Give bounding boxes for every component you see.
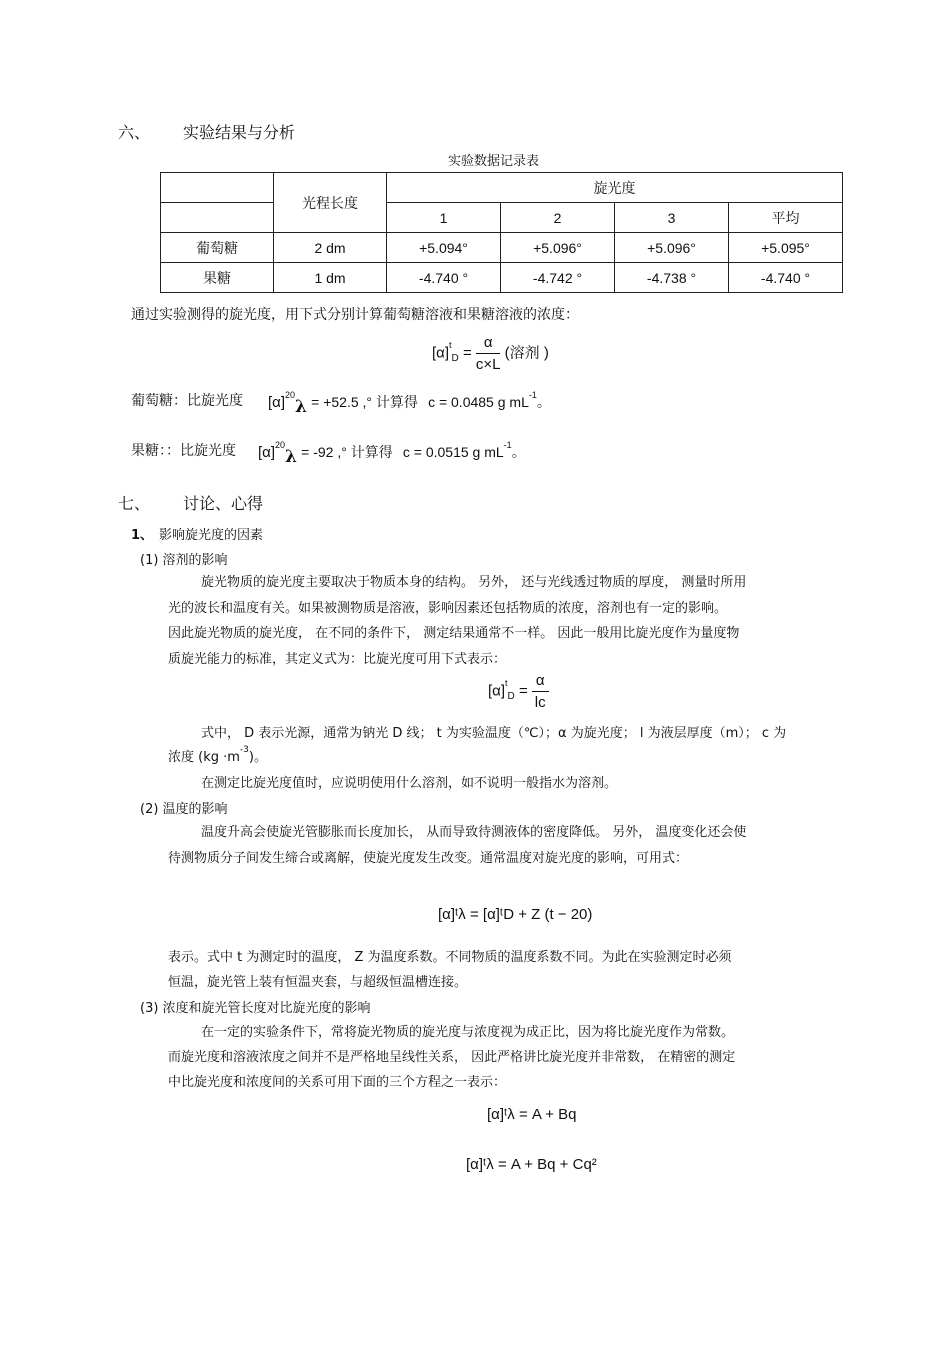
section-7-title: 讨论、心得 [183, 494, 264, 513]
row-path: 2 dm [274, 233, 387, 263]
row-value-2: -4.742 ° [501, 263, 615, 293]
row-value-1: -4.740 ° [387, 263, 501, 293]
item-3-paragraph: 中比旋光度和浓度间的关系可用下面的三个方程之一表示： [168, 1075, 507, 1090]
section-7-number: 七、 [118, 494, 151, 513]
eq-denominator: c×L [475, 356, 501, 373]
item-3-title: (3) 浓度和旋光管长度对比旋光度的影响 [140, 1001, 371, 1016]
density-close: )。 [248, 750, 267, 765]
glucose-symbol: [α] [268, 394, 286, 411]
glucose-label: 葡萄糖：比旋光度 [131, 393, 243, 409]
lambda-symbol: λ [295, 397, 307, 417]
item-2-paragraph: 待测物质分子间发生缔合或离解，使旋光度发生改变。通常温度对旋光度的影响，可用式： [168, 851, 689, 866]
eq-sup: t [505, 678, 508, 689]
glucose-exponent: -1 [528, 390, 537, 400]
table-caption: 实验数据记录表 [448, 154, 540, 169]
eq-sub: D [451, 353, 459, 365]
subsection-1-title: 影响旋光度的因素 [159, 528, 264, 543]
item-1-paragraph [168, 746, 267, 765]
row-name: 果糖 [161, 263, 274, 293]
item-3-paragraph: 在一定的实验条件下，常将旋光物质的旋光度与浓度视为成正比，因为将比旋光度作为常数。 [201, 1025, 735, 1040]
fructose-calculation [258, 440, 526, 467]
table-blank-cell [161, 203, 274, 233]
eq-lhs: [α] [488, 682, 506, 700]
glucose-temp: 20 [285, 390, 296, 400]
concentration-equation-2: [α]ᵗλ = A + Bq + Cq² [466, 1156, 597, 1173]
fructose-period: 。 [511, 444, 526, 460]
item-2-paragraph: 温度升高会使旋光管膨胀而长度加长， 从而导致待测液体的密度降低。 另外， 温度变化还会使 [201, 825, 747, 840]
row-path: 1 dm [274, 263, 387, 293]
item-1-title: (1) 溶剂的影响 [140, 553, 228, 568]
fructose-temp: 20 [275, 440, 286, 450]
eq-numerator: α [532, 672, 549, 692]
table-corner-cell [161, 173, 274, 203]
eq-equals: = [462, 344, 472, 362]
fructose-label: 果糖：：比旋光度 [131, 443, 236, 459]
row-value-2: +5.096° [501, 233, 615, 263]
eq-denominator: lc [534, 694, 546, 711]
eq-sup: t [449, 340, 452, 351]
table-row [161, 263, 843, 293]
definition-equation [488, 672, 549, 711]
col-header-1: 1 [387, 203, 501, 233]
table-header-row [161, 173, 843, 203]
concentration-equation-1: [α]ᵗλ = A + Bq [487, 1106, 577, 1123]
lambda-symbol: λ [285, 447, 297, 467]
fructose-concentration: c = 0.0515 g mL [402, 444, 504, 460]
eq-fraction [532, 672, 549, 711]
fructose-exponent: -1 [503, 440, 512, 450]
fructose-value: = -92 ,° 计算得 [301, 444, 393, 460]
data-table [160, 172, 843, 293]
item-1-paragraph: 在测定比旋光度值时，应说明使用什么溶剂，如不说明一般指水为溶剂。 [201, 776, 618, 791]
intro-text: 通过实验测得的旋光度，用下式分别计算葡萄糖溶液和果糖溶液的浓度： [131, 307, 579, 323]
header-rotation: 旋光度 [387, 173, 843, 203]
row-average: -4.740 ° [729, 263, 843, 293]
fructose-symbol: [α] [258, 444, 276, 461]
eq-equals: = [518, 682, 528, 700]
glucose-calculation [268, 390, 551, 417]
item-1-paragraph: 式中， D 表示光源，通常为钠光 D 线； t 为实验温度（℃）；α 为旋光度； l 为液层厚度（m）； c 为 [201, 726, 787, 741]
density-unit: 浓度 (kg ·m [168, 750, 240, 765]
table-row [161, 233, 843, 263]
item-2-title: (2) 温度的影响 [140, 802, 228, 817]
row-average: +5.095° [729, 233, 843, 263]
item-1-paragraph: 光的波长和温度有关。如果被测物质是溶液，影响因素还包括物质的浓度，溶剂也有一定的影响。 [168, 601, 728, 616]
subsection-1-number: 1、 [131, 528, 154, 543]
table-subheader-row [161, 203, 843, 233]
col-header-avg: 平均 [729, 203, 843, 233]
header-path-length: 光程长度 [274, 173, 387, 233]
eq-tail: (溶剂 ) [504, 344, 549, 362]
eq-lhs: [α] [432, 344, 450, 362]
glucose-concentration: c = 0.0485 g mL [428, 394, 529, 410]
col-header-3: 3 [615, 203, 729, 233]
item-2-paragraph: 恒温，旋光管上装有恒温夹套，与超级恒温槽连接。 [168, 975, 468, 990]
row-value-3: +5.096° [615, 233, 729, 263]
density-exponent: -3 [239, 745, 249, 755]
item-1-paragraph: 旋光物质的旋光度主要取决于物质本身的结构。 另外， 还与光线透过物质的厚度， 测量时所用 [201, 575, 747, 590]
row-name: 葡萄糖 [161, 233, 274, 263]
section-6-number: 六、 [118, 123, 151, 142]
specific-rotation-equation [432, 334, 549, 373]
section-6-title: 实验结果与分析 [183, 123, 296, 142]
glucose-value: = +52.5 ,° 计算得 [311, 394, 418, 410]
row-value-3: -4.738 ° [615, 263, 729, 293]
eq-fraction [476, 334, 501, 373]
glucose-period: 。 [536, 394, 551, 410]
eq-numerator: α [476, 334, 501, 354]
item-3-paragraph: 而旋光度和溶液浓度之间并不是严格地呈线性关系， 因此严格讲比旋光度并非常数， 在精密的测定 [168, 1050, 736, 1065]
item-1-paragraph: 质旋光能力的标准，其定义式为：比旋光度可用下式表示： [168, 652, 507, 667]
temperature-equation: [α]ᵗλ = [α]ᵗD + Z (t − 20) [438, 906, 593, 923]
col-header-2: 2 [501, 203, 615, 233]
item-1-paragraph: 因此旋光物质的旋光度， 在不同的条件下， 测定结果通常不一样。 因此一般用比旋光度作为量度物 [168, 626, 740, 641]
eq-sub: D [507, 691, 515, 703]
item-2-paragraph: 表示。式中 t 为测定时的温度， Z 为温度系数。不同物质的温度系数不同。为此在实验测定时必须 [168, 950, 732, 965]
row-value-1: +5.094° [387, 233, 501, 263]
